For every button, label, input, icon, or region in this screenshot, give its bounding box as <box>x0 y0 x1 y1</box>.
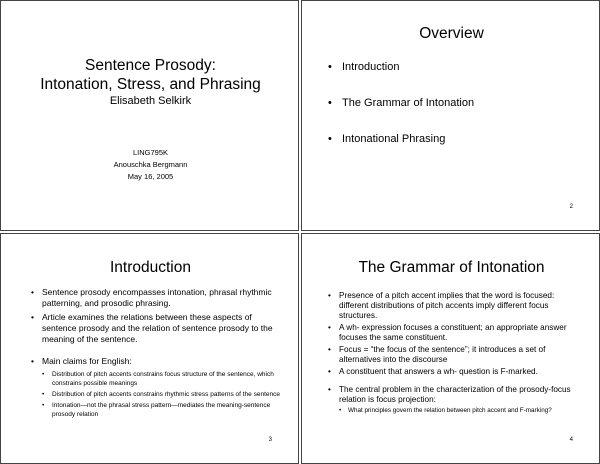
bullet: • The central problem in the characterization of the prosody-focus relation is focus projection: <box>328 385 580 405</box>
title-line-2: Intonation, Stress, and Phrasing <box>40 76 261 93</box>
sub-bullet: • Distribution of pitch accents constrains rhythmic stress patterns of the sentence <box>31 390 281 399</box>
bullet: • Presence of a pitch accent implies that the word is focused: different distributions of pitch accents imply different focus structures. <box>328 291 580 321</box>
course-code: LING795K <box>132 148 169 157</box>
sub-bullet: • What principles govern the relation between pitch accent and F-marking? <box>328 407 580 416</box>
slide-4-title: The Grammar of Intonation <box>358 259 545 276</box>
overview-item: • Intonational Phrasing <box>328 133 474 169</box>
page-number: 3 <box>268 437 272 443</box>
overview-item: • Introduction <box>328 61 474 97</box>
bullet: • Main claims for English: <box>31 356 281 367</box>
slide-1-meta <box>1 147 299 183</box>
slide-4-body <box>328 291 580 416</box>
overview-item: • The Grammar of Intonation <box>328 97 474 133</box>
author: Elisabeth Selkirk <box>109 95 192 107</box>
sub-bullet: • Distribution of pitch accents constrains focus structure of the sentence, which constrains possible meanings <box>31 370 281 388</box>
slide-3-title: Introduction <box>110 259 191 276</box>
bullet: • Sentence prosody encompasses intonation, phrasal rhythmic patterning, and prosodic phrasing. <box>31 287 281 309</box>
slide-3 <box>0 233 299 464</box>
date: May 16, 2005 <box>127 172 174 181</box>
title-line-1: Sentence Prosody: <box>85 57 216 74</box>
slide-3-body <box>31 287 281 421</box>
presenter: Anouschka Bergmann <box>113 160 188 169</box>
slide-1 <box>0 0 299 231</box>
bullet: • Article examines the relations between these aspects of sentence prosody and the relation of sentence prosody to the meaning of the sentence. <box>31 312 281 345</box>
slide-2 <box>301 0 600 231</box>
slide-4 <box>301 233 600 464</box>
sub-bullet: • Intonation—not the phrasal stress pattern—mediates the meaning-sentence prosody relation <box>31 401 281 419</box>
slide-2-title: Overview <box>419 25 484 42</box>
bullet: • A constituent that answers a wh- question is F-marked. <box>328 367 580 377</box>
page-number: 4 <box>569 437 573 443</box>
overview-list <box>328 61 474 169</box>
page-number: 2 <box>569 204 573 210</box>
bullet: • Focus = “the focus of the sentence”; it introduces a set of alternatives into the discourse <box>328 345 580 365</box>
bullet: • A wh- expression focuses a constituent; an appropriate answer focuses the same constituent. <box>328 323 580 343</box>
slide-1-title <box>1 56 299 94</box>
